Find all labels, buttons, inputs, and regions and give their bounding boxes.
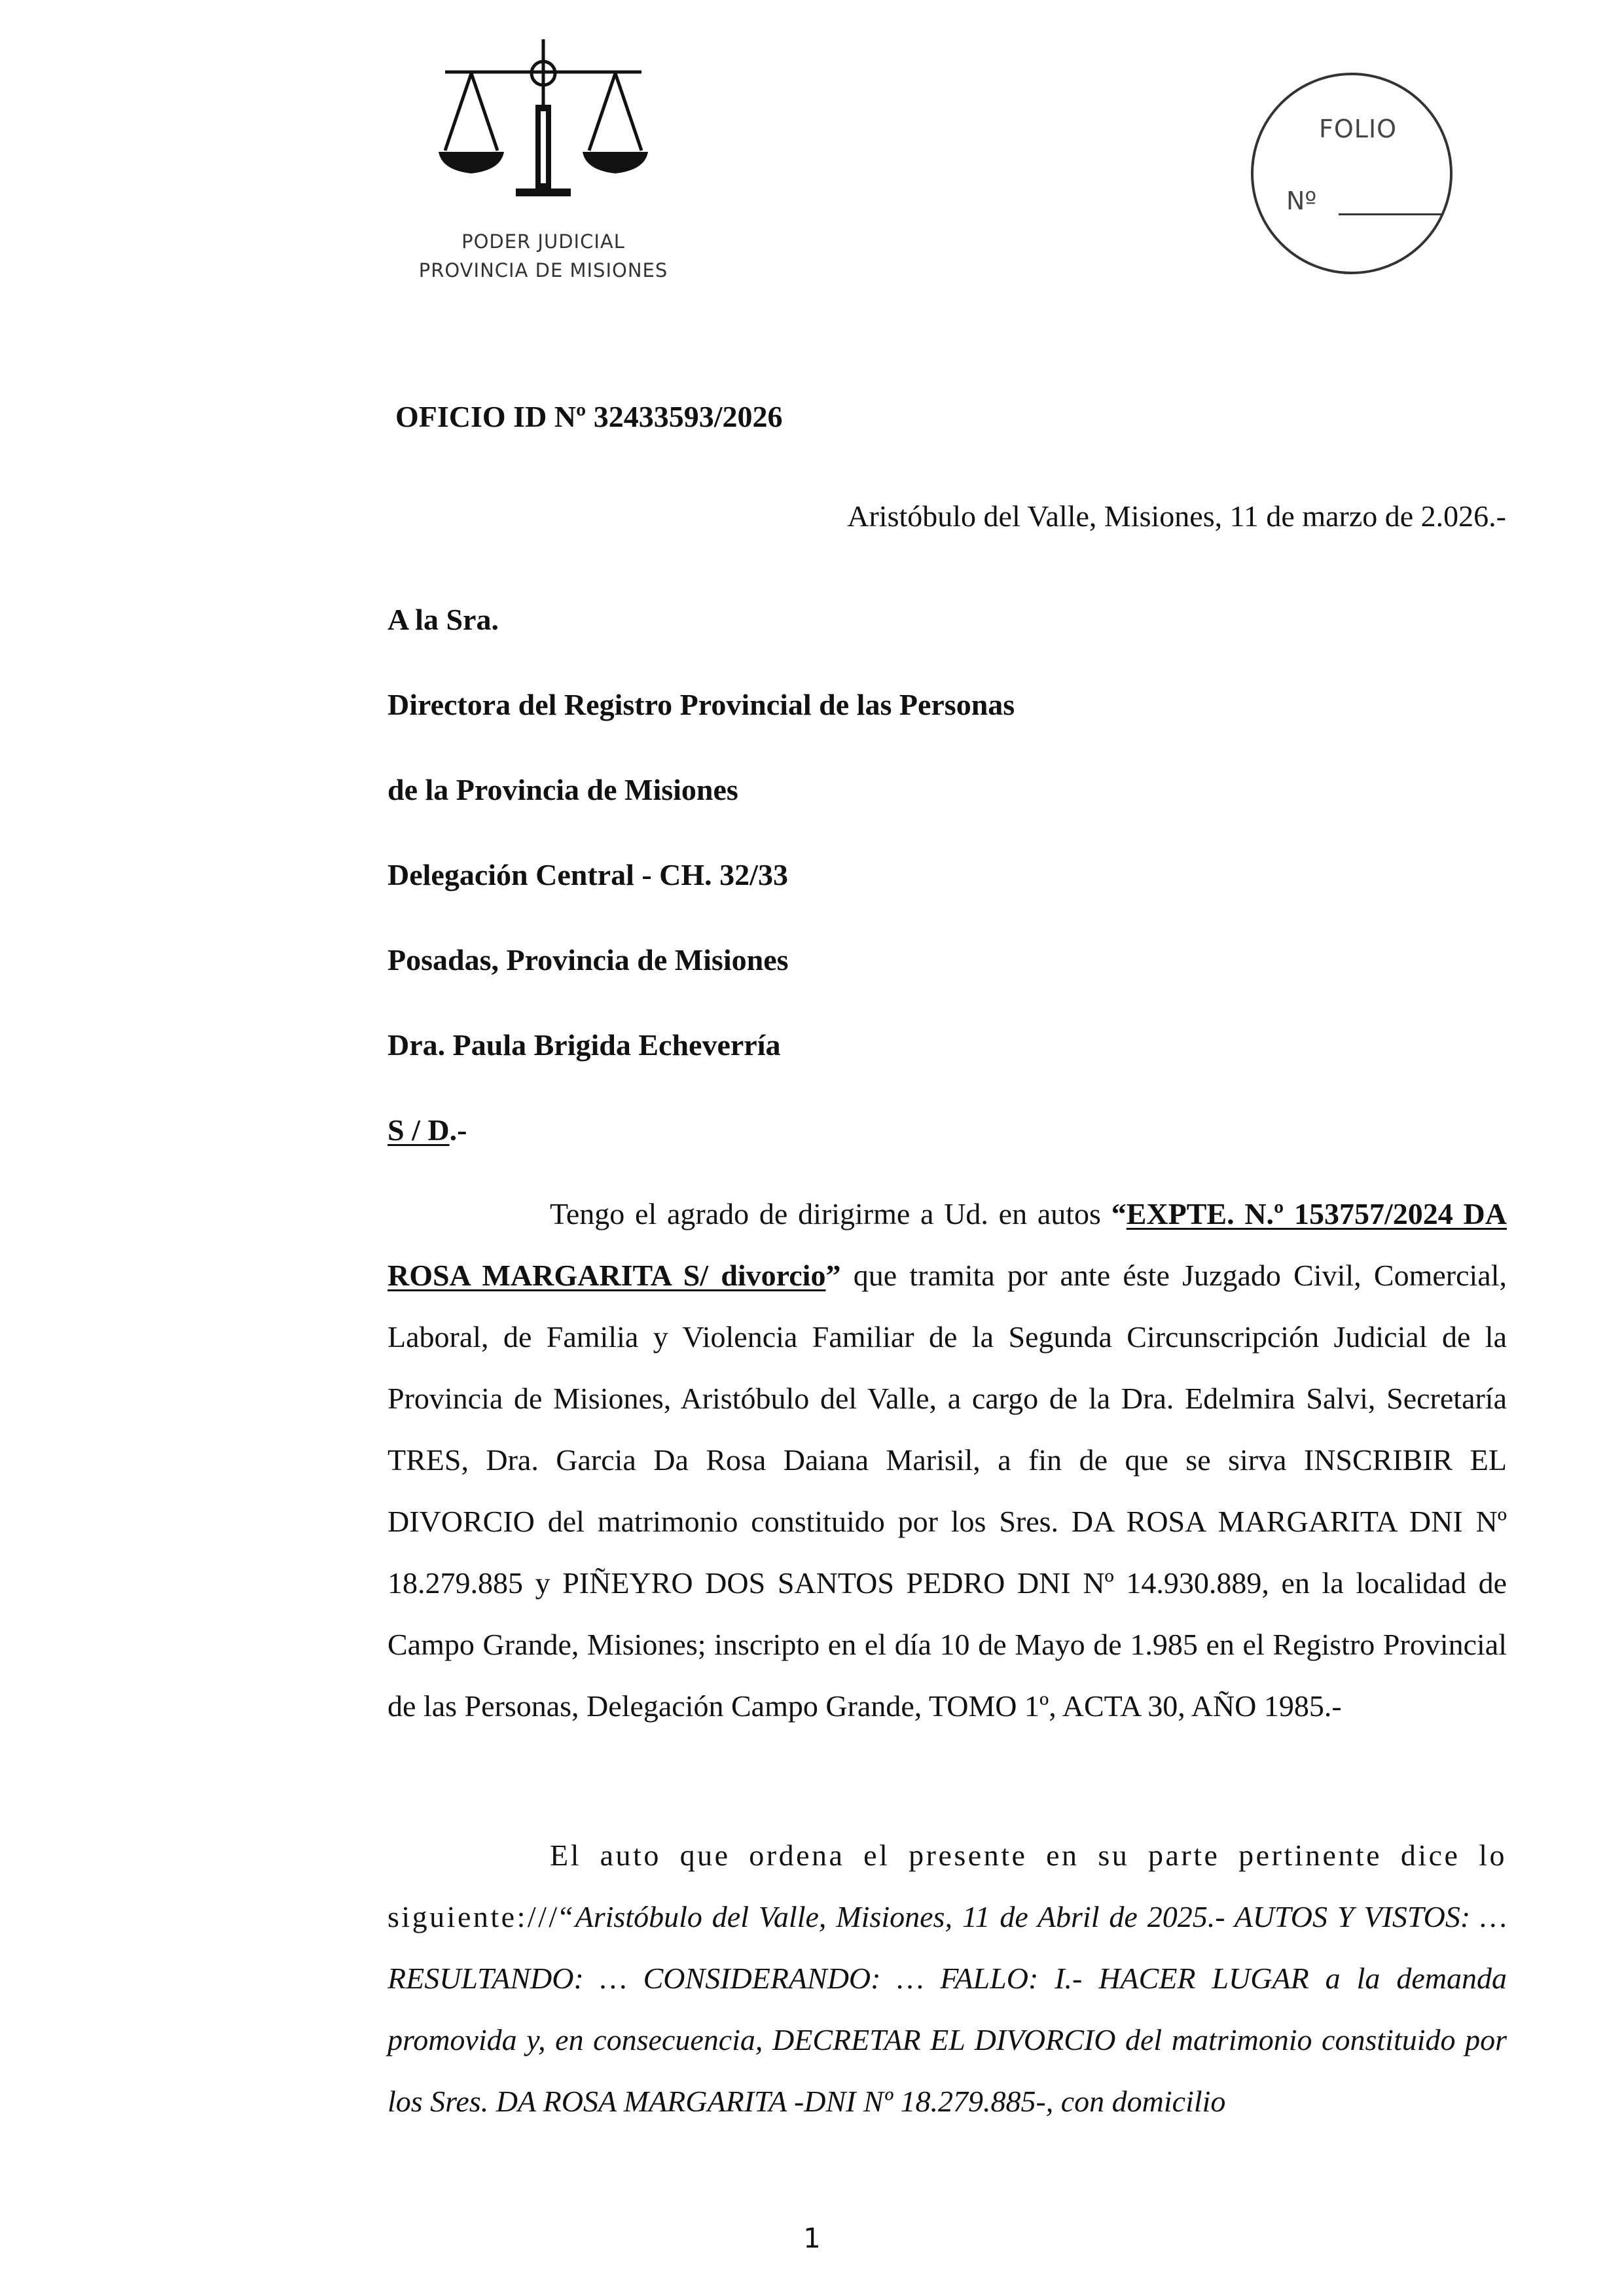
scales-of-justice-icon: [432, 39, 655, 229]
folio-number-label: Nº: [1286, 187, 1317, 215]
p1-quote-close: ”: [825, 1259, 841, 1292]
body-paragraph-1: [388, 1183, 1507, 1737]
folio-label: FOLIO: [1319, 115, 1398, 143]
addressee-line-3: Delegación Central - CH. 32/33: [388, 858, 788, 891]
oficio-id: OFICIO ID Nº 32433593/2026: [395, 400, 783, 433]
emblem-text-provincia: PROVINCIA DE MISIONES: [418, 259, 668, 281]
poder-judicial-emblem: [406, 39, 681, 288]
p1-text: que tramita por ante éste Juzgado Civil, Comercial, Laboral, de Familia y Violencia Familiar de la Segunda Circunscripción Judicial de la Provincia de Misiones, Aristóbulo del Valle, a cargo de la Dra. Edelmira Salvi, Secretaría TRES, Dra. Garcia Da Rosa Daiana Marisil, a fin de que se sirva INSCRIBIR EL DIVORCIO del matrimonio constituido por los Sres. DA ROSA MARGARITA DNI Nº 18.279.885 y PIÑEYRO DOS SANTOS PEDRO DNI Nº 14.930.889, en la localidad de Campo Grande, Misiones; inscripto en el día 10 de Mayo de 1.985 en el Registro Provincial de las Personas, Delegación Campo Grande, TOMO 1º, ACTA 30, AÑO 1985.-: [388, 1259, 1507, 1723]
emblem-text-poder-judicial: PODER JUDICIAL: [461, 230, 625, 253]
folio-circle-icon: [1244, 59, 1460, 288]
body-paragraph-2: [388, 1825, 1507, 2132]
folio-number-blank: [1339, 213, 1443, 215]
page-number: 1: [803, 2222, 821, 2254]
p2-quote: Aristóbulo del Valle, Misiones, 11 de Abril de 2025.- AUTOS Y VISTOS: … RESULTANDO: … CONSIDERANDO: … FALLO: I.- HACER LUGAR a la demanda promovida y, en consecuencia, DECRETAR EL DIVORCIO del matrimonio constituido por los Sres. DA ROSA MARGARITA -DNI Nº 18.279.885-, con domicilio: [388, 1900, 1507, 2118]
sd-underlined: S / D: [388, 1113, 450, 1147]
case-title: EXPTE. N.º 153757/2024 DA ROSA MARGARITA S/ divorcio: [388, 1197, 1507, 1292]
p2-intro: El auto que ordena el presente en su parte pertinente dice lo siguiente:///“: [388, 1839, 1507, 1933]
p1-quote-open: “: [1111, 1197, 1127, 1230]
sd-suffix: .-: [449, 1113, 467, 1147]
addressee-line-1: Directora del Registro Provincial de las Personas: [388, 688, 1015, 721]
addressee-sd: [388, 1113, 467, 1147]
addressee-greeting: A la Sra.: [388, 603, 499, 636]
addressee-line-5: Dra. Paula Brigida Echeverría: [388, 1028, 781, 1062]
place-date: Aristóbulo del Valle, Misiones, 11 de marzo de 2.026.-: [847, 499, 1506, 533]
addressee-line-2: de la Provincia de Misiones: [388, 773, 738, 806]
p1-intro: Tengo el agrado de dirigirme a Ud. en autos: [550, 1197, 1111, 1230]
addressee-line-4: Posadas, Provincia de Misiones: [388, 943, 789, 977]
folio-stamp: [1244, 59, 1460, 288]
